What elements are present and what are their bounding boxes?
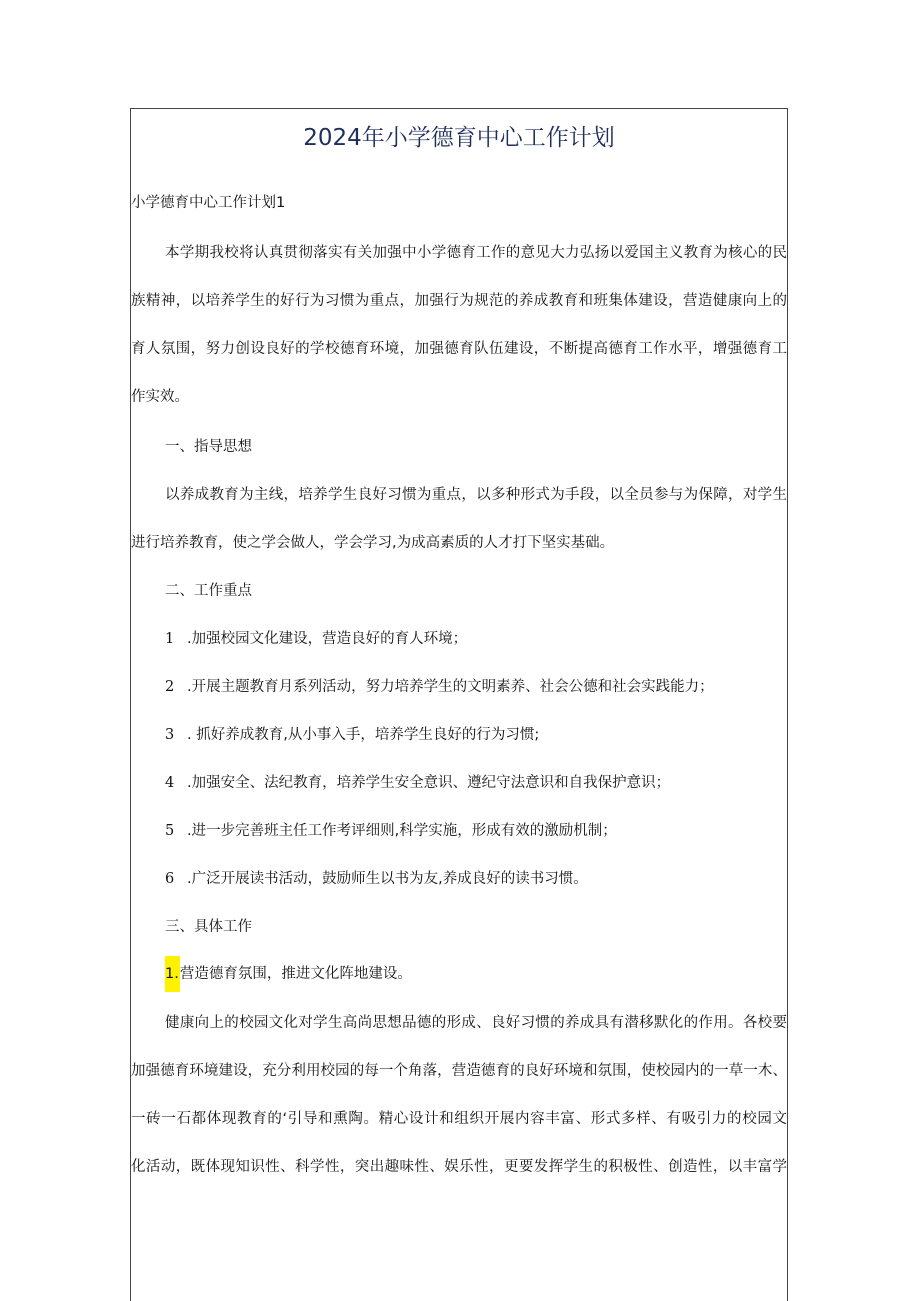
- intro-line-4: 作实效。: [131, 389, 189, 405]
- intro-line-1: 本学期我校将认真贯彻落实有关加强中小学德育工作的意见大力弘扬以爱国主义教育为核心的民: [165, 245, 787, 261]
- body-line-4: 化活动，既体现知识性、科学性，突出趣味性、娱乐性，更要发挥学生的积极性、创造性，以丰富学: [131, 1159, 787, 1175]
- focus-item: [131, 773, 787, 793]
- work-item-1: [131, 964, 787, 984]
- focus-item: [131, 869, 787, 889]
- focus-item-text: . 抓好养成教育,从小事入手，培养学生良好的行为习惯;: [187, 727, 540, 743]
- document-title: 2024年小学德育中心工作计划: [303, 125, 615, 151]
- focus-item-number: 1: [165, 631, 175, 647]
- highlighted-number: 1.: [165, 956, 180, 992]
- intro-line-3: 育人氛围，努力创设良好的学校德育环境，加强德育队伍建设，不断提高德育工作水平，增强德育工: [131, 341, 787, 357]
- subtitle: 小学德育中心工作计划1: [131, 195, 286, 211]
- guide-line-1: 以养成教育为主线，培养学生良好习惯为重点，以多种形式为手段，以全员参与为保障，对学生: [165, 487, 787, 503]
- body-line-2: 加强德育环境建设，充分利用校园的每一个角落，营造德育的良好环境和氛围，使校园内的一草一木、: [131, 1063, 787, 1079]
- section-heading-2: 二、工作重点: [165, 583, 252, 599]
- focus-item-text: .加强校园文化建设，营造良好的育人环境；: [187, 631, 468, 647]
- focus-item-text: .进一步完善班主任工作考评细则,科学实施，形成有效的激励机制；: [187, 823, 617, 839]
- focus-item-number: 2: [165, 679, 175, 695]
- section-heading-1: 一、指导思想: [165, 439, 252, 455]
- focus-item-number: 6: [165, 871, 175, 887]
- body-line-3: 一砖一石都体现教育的‘引导和熏陶。精心设计和组织开展内容丰富、形式多样、有吸引力的校园文: [131, 1111, 787, 1127]
- focus-item-text: .开展主题教育月系列活动，努力培养学生的文明素养、社会公德和社会实践能力；: [187, 679, 714, 695]
- focus-item: [131, 629, 787, 649]
- section-heading-3: 三、具体工作: [165, 919, 252, 935]
- focus-item-number: 3: [165, 727, 175, 743]
- body-line-1: 健康向上的校园文化对学生高尚思想品德的形成、良好习惯的养成具有潜移默化的作用。各校要: [165, 1015, 787, 1031]
- guide-line-2: 进行培养教育，使之学会做人，学会学习,为成高素质的人才打下坚实基础。: [131, 535, 615, 551]
- focus-item-text: .广泛开展读书活动，鼓励师生以书为友,养成良好的读书习惯。: [187, 871, 588, 887]
- work-item-1-text: 营造德育氛围，推进文化阵地建设。: [179, 966, 412, 982]
- focus-item-number: 5: [165, 823, 175, 839]
- focus-item: [131, 725, 787, 745]
- focus-item-text: .加强安全、法纪教育，培养学生安全意识、遵纪守法意识和自我保护意识；: [187, 775, 671, 791]
- focus-item-number: 4: [165, 775, 175, 791]
- intro-line-2: 族精神，以培养学生的好行为习惯为重点，加强行为规范的养成教育和班集体建设，营造健康向上的: [131, 293, 787, 309]
- focus-item: [131, 677, 787, 697]
- document-page: [130, 108, 788, 1301]
- focus-item: [131, 821, 787, 841]
